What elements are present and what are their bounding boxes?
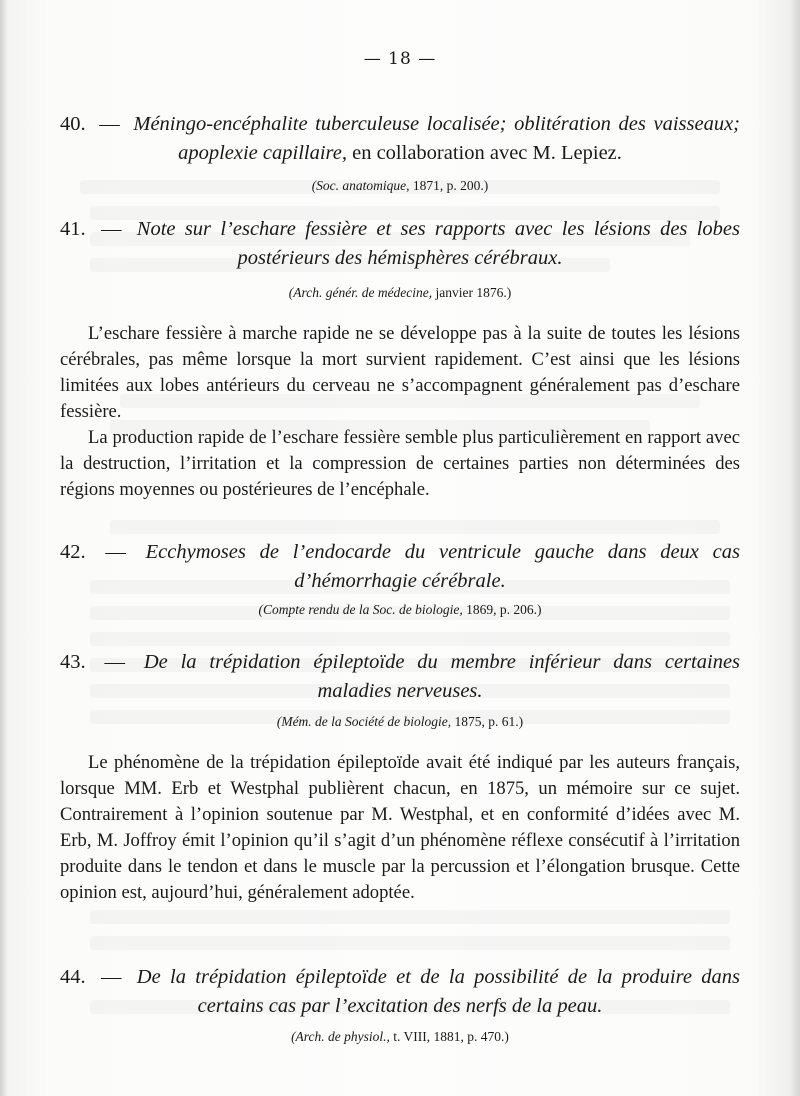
reference-journal: (Mém. de la Société de biologie, [276,714,452,729]
body-paragraph: L’eschare fessière à marche rapide ne se développe pas à la suite de toutes les lésions cérébrales, pas même lorsque la mort survient rapidement. C’est ainsi que les lésions limitées aux lobes antérieurs du cerveau ne s’accompagnent généralement pas d’eschare fessière. [60,323,740,422]
entry-dash: — [100,966,122,988]
reference-journal: (Compte rendu de la Soc. de biologie, [258,602,463,617]
entry-number: 44. [60,966,86,988]
entry-43-body [60,750,740,906]
entry-number: 40. [60,113,86,135]
entry-dash: — [100,218,122,240]
entry-reference [60,1029,740,1045]
entry-dash: — [99,113,120,135]
entry-42 [60,538,740,618]
entry-title [60,110,740,168]
entry-dash: — [104,651,125,673]
entry-number: 41. [60,218,86,240]
entry-title-text: De la trépidation épileptoïde et de la possibilité de la produire dans certains cas par l’excitation des nerfs de la peau. [136,966,740,1017]
entry-title-text: Méningo-encéphalite tuberculeuse localisée; oblitération des vaisseaux; apoplexie capillaire, [133,113,740,164]
reference-journal: (Arch. génér. de médecine, [288,285,433,300]
reference-details: 1869, p. 206.) [462,602,542,617]
entry-title-text: De la trépidation épileptoïde du membre inférieur dans certaines maladies nerveuses. [143,651,741,702]
entry-reference [60,714,740,730]
reference-details: 1871, p. 200.) [409,178,489,193]
reference-details: 1875, p. 61.) [451,714,524,729]
entry-41-body [60,321,740,503]
body-paragraph: La production rapide de l’eschare fessière semble plus particulièrement en rapport avec la destruction, l’irritation et la compression de certaines parties non déterminées des régions moyennes ou postérieures de l’encéphale. [60,427,740,500]
entry-40 [60,110,740,194]
entry-number: 43. [60,651,86,673]
entry-41 [60,215,740,301]
entry-title-suffix: en collaboration avec M. Lepiez. [352,142,622,164]
entry-reference [60,285,740,301]
body-paragraph: Le phénomène de la trépidation épileptoïde avait été indiqué par les auteurs français, lorsque MM. Erb et Westphal publièrent chacun, en 1875, un mémoire sur ce sujet. Contrairement à l’opinion soutenue par M. Westphal, et en conformité d’idées avec M. Erb, M. Joffroy émit l’opinion qu’il s’agit d’un phénomène réflexe consécutif à l’irritation produite dans le tendon et dans le muscle par la percussion et l’élongation brusque. Cette opinion est, aujourd’hui, généralement adoptée. [60,752,740,903]
entry-43 [60,648,740,730]
entry-number: 42. [60,541,86,563]
entry-title-text: Note sur l’eschare fessière et ses rapports avec les lésions des lobes postérieurs des hémisphères cérébraux. [136,218,741,269]
entry-reference [60,602,740,618]
reference-journal: (Arch. de physiol., [291,1029,390,1044]
entry-title [60,538,740,596]
entry-dash: — [105,541,126,563]
page-number: — 18 — [363,49,437,69]
entry-44 [60,963,740,1045]
entry-reference [60,178,740,194]
entry-title [60,963,740,1021]
reference-details: t. VIII, 1881, p. 470.) [389,1029,509,1044]
entry-title [60,215,740,273]
page-left-edge-shadow [0,0,8,1096]
reference-journal: (Soc. anatomique, [311,178,410,193]
page-right-edge-shadow [790,0,800,1096]
entry-title [60,648,740,706]
entry-title-text: Ecchymoses de l’endocarde du ventricule gauche dans deux cas d’hémorrhagie cérébrale. [145,541,740,592]
reference-details: janvier 1876.) [432,285,512,300]
